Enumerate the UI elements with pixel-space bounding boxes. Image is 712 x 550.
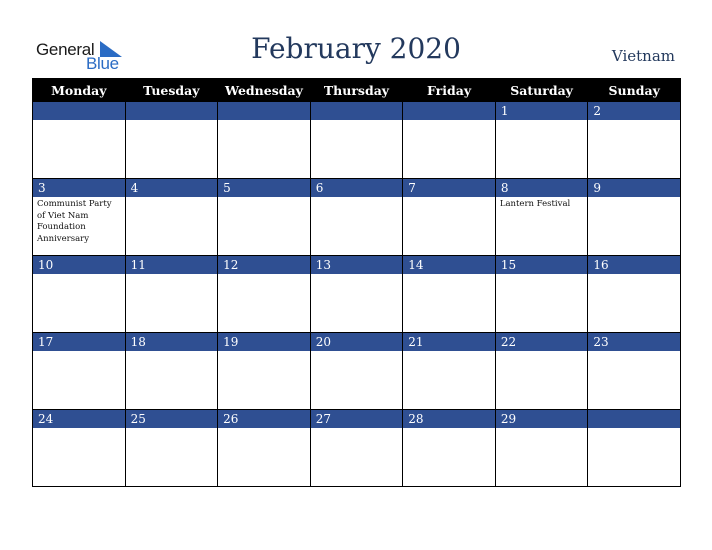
day-number: 20 <box>311 333 403 351</box>
day-event <box>218 274 310 276</box>
day-number <box>403 102 495 120</box>
week-row <box>33 333 681 410</box>
day-event <box>126 351 218 353</box>
day-number <box>33 102 125 120</box>
day-cell <box>33 256 126 333</box>
day-number: 19 <box>218 333 310 351</box>
day-number: 24 <box>33 410 125 428</box>
day-event <box>588 351 680 353</box>
day-cell <box>125 256 218 333</box>
day-cell <box>310 410 403 487</box>
day-cell <box>310 102 403 179</box>
day-cell <box>588 102 681 179</box>
day-event <box>311 274 403 276</box>
week-row <box>33 256 681 333</box>
day-cell <box>495 410 588 487</box>
day-event <box>218 197 310 199</box>
day-event <box>311 428 403 430</box>
day-cell <box>33 179 126 256</box>
weekday-header: Tuesday <box>125 78 218 102</box>
day-cell <box>403 410 496 487</box>
day-number <box>126 102 218 120</box>
day-cell <box>33 102 126 179</box>
day-cell <box>403 256 496 333</box>
day-number: 14 <box>403 256 495 274</box>
day-event <box>588 428 680 430</box>
day-event: Communist Party of Viet Nam Foundation Anniversary <box>37 199 112 244</box>
day-number: 6 <box>311 179 403 197</box>
day-cell <box>310 179 403 256</box>
day-event <box>403 274 495 276</box>
day-cell <box>310 333 403 410</box>
day-cell <box>218 179 311 256</box>
day-number: 28 <box>403 410 495 428</box>
weekday-header: Sunday <box>588 78 681 102</box>
day-event <box>126 197 218 199</box>
day-number: 29 <box>496 410 588 428</box>
day-number: 10 <box>33 256 125 274</box>
day-event <box>403 428 495 430</box>
day-cell <box>495 179 588 256</box>
day-event <box>496 274 588 276</box>
page-title: February 2020 <box>251 32 461 65</box>
day-number: 3 <box>33 179 125 197</box>
day-number: 5 <box>218 179 310 197</box>
day-cell <box>125 410 218 487</box>
day-cell <box>218 410 311 487</box>
weekday-header: Wednesday <box>218 78 311 102</box>
logo-word-general: General <box>36 40 95 59</box>
day-event <box>311 351 403 353</box>
day-event <box>311 197 403 199</box>
day-number: 11 <box>126 256 218 274</box>
day-cell <box>495 333 588 410</box>
day-event <box>33 120 125 122</box>
weekday-header: Monday <box>33 78 126 102</box>
day-number: 23 <box>588 333 680 351</box>
day-cell <box>495 256 588 333</box>
day-cell <box>588 333 681 410</box>
day-event <box>588 120 680 122</box>
day-number: 13 <box>311 256 403 274</box>
day-cell <box>125 333 218 410</box>
day-event <box>126 120 218 122</box>
day-event <box>403 197 495 199</box>
day-number: 25 <box>126 410 218 428</box>
country-label: Vietnam <box>611 47 675 65</box>
weekday-header: Thursday <box>310 78 403 102</box>
weekday-header: Saturday <box>495 78 588 102</box>
day-event <box>496 120 588 122</box>
day-event <box>403 120 495 122</box>
day-cell <box>588 256 681 333</box>
day-cell <box>403 333 496 410</box>
day-number: 27 <box>311 410 403 428</box>
day-number: 2 <box>588 102 680 120</box>
day-number <box>588 410 680 428</box>
day-event <box>496 351 588 353</box>
day-event <box>33 274 125 276</box>
week-row <box>33 102 681 179</box>
week-row <box>33 179 681 256</box>
day-cell <box>125 179 218 256</box>
day-number <box>218 102 310 120</box>
day-event <box>33 351 125 353</box>
day-event <box>588 274 680 276</box>
day-number: 4 <box>126 179 218 197</box>
day-number: 7 <box>403 179 495 197</box>
day-event <box>126 428 218 430</box>
weekday-header-row <box>33 78 681 102</box>
day-cell <box>33 410 126 487</box>
logo-word-blue: Blue <box>86 54 119 73</box>
day-cell <box>495 102 588 179</box>
day-cell <box>218 102 311 179</box>
day-number: 22 <box>496 333 588 351</box>
week-row <box>33 410 681 487</box>
day-event: Lantern Festival <box>499 199 571 209</box>
day-number: 8 <box>496 179 588 197</box>
day-event <box>311 120 403 122</box>
calendar-grid <box>32 78 681 487</box>
day-cell <box>33 333 126 410</box>
day-number: 16 <box>588 256 680 274</box>
weekday-header: Friday <box>403 78 496 102</box>
day-number: 21 <box>403 333 495 351</box>
day-cell <box>588 410 681 487</box>
day-number <box>311 102 403 120</box>
day-cell <box>310 256 403 333</box>
day-number: 9 <box>588 179 680 197</box>
day-cell <box>218 256 311 333</box>
day-number: 17 <box>33 333 125 351</box>
day-number: 15 <box>496 256 588 274</box>
day-cell <box>403 102 496 179</box>
day-event <box>126 274 218 276</box>
day-event <box>588 197 680 199</box>
day-event <box>496 428 588 430</box>
day-event <box>403 351 495 353</box>
day-number: 18 <box>126 333 218 351</box>
day-event <box>218 428 310 430</box>
day-cell <box>125 102 218 179</box>
day-cell <box>588 179 681 256</box>
day-number: 26 <box>218 410 310 428</box>
day-cell <box>218 333 311 410</box>
day-event <box>218 351 310 353</box>
day-cell <box>403 179 496 256</box>
day-number: 1 <box>496 102 588 120</box>
day-number: 12 <box>218 256 310 274</box>
day-event <box>33 428 125 430</box>
day-event <box>218 120 310 122</box>
